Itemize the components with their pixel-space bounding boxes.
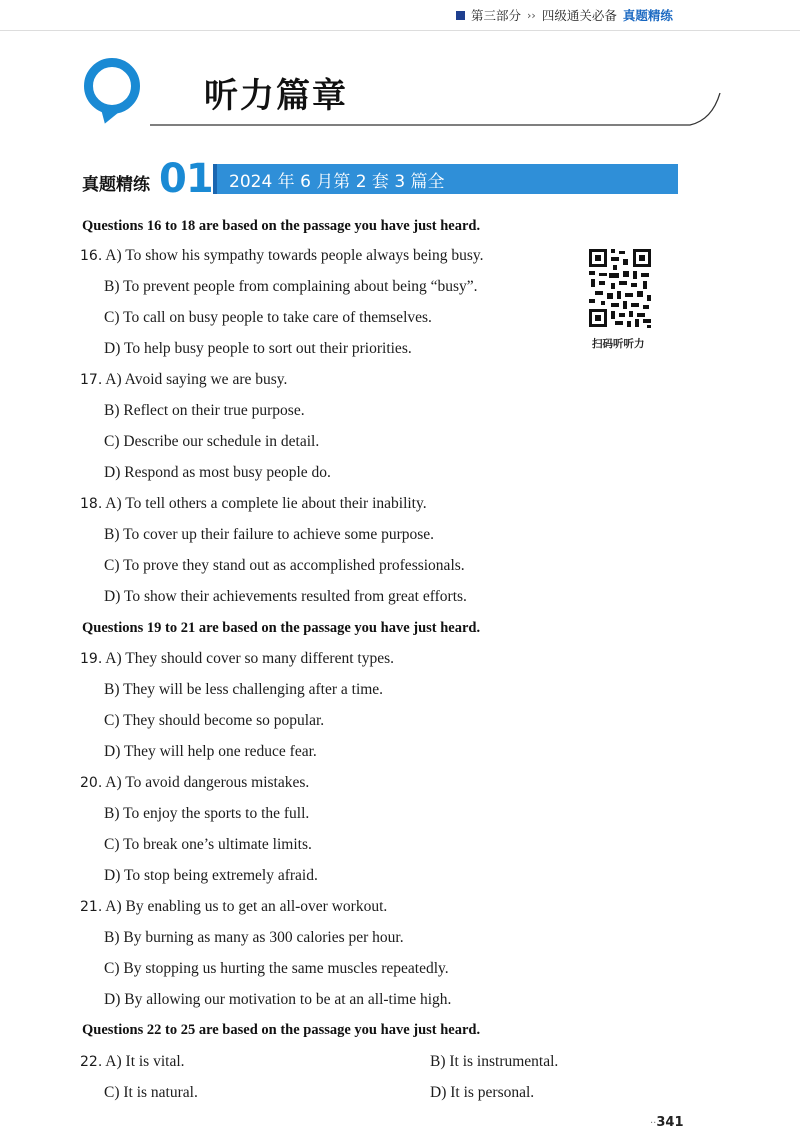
option-text: B) Reflect on their true purpose.: [104, 402, 305, 419]
option-text: A) To avoid dangerous mistakes.: [105, 774, 310, 791]
page-number-dots: ··: [650, 1118, 657, 1129]
section-number: 01: [159, 156, 213, 202]
option-text: C) By stopping us hurting the same muscles repeatedly.: [104, 960, 449, 977]
option-text: C) They should become so popular.: [104, 712, 325, 729]
question-number: 18.: [80, 496, 103, 512]
option-text: B) To cover up their failure to achieve some purpose.: [104, 526, 435, 543]
option-text: A) To show his sympathy towards people always being busy.: [105, 247, 484, 264]
question-22: [80, 1053, 185, 1071]
header-highlight: 真题精练: [622, 8, 673, 23]
option-text: B) To prevent people from complaining about being “busy”.: [104, 278, 478, 295]
option-text: C) To call on busy people to take care of themselves.: [104, 309, 432, 326]
option-text: D) To help busy people to sort out their priorities.: [104, 340, 412, 357]
option-text: B) To enjoy the sports to the full.: [104, 805, 310, 822]
page-number: [650, 1115, 684, 1130]
option-text: D) To show their achievements resulted from great efforts.: [104, 588, 467, 605]
page-number-value: 341: [656, 1115, 684, 1130]
option-text: C) It is natural.: [104, 1084, 198, 1101]
section-label: 真题精练: [82, 175, 150, 195]
option-text: A) To tell others a complete lie about their inability.: [105, 495, 427, 512]
header-series: 四级通关必备: [541, 8, 617, 23]
option-text: A) Avoid saying we are busy.: [105, 371, 288, 388]
question-17: [80, 371, 287, 389]
question-number: 22.: [80, 1054, 103, 1070]
chapter-underline: [0, 0, 800, 140]
header-arrows: ››: [527, 8, 536, 22]
question-20: [80, 774, 309, 792]
question-16: [80, 247, 484, 265]
option-text: D) By allowing our motivation to be at an all-time high.: [104, 991, 452, 1008]
option-text: C) To prove they stand out as accomplished professionals.: [104, 557, 465, 574]
section-banner: [213, 164, 678, 194]
header-section: 第三部分: [471, 8, 522, 23]
qr-code-icon[interactable]: [587, 247, 653, 329]
question-number: 16.: [80, 248, 103, 264]
qr-label: 扫码听听力: [592, 338, 645, 350]
option-text: B) It is instrumental.: [430, 1053, 559, 1070]
group-heading: Questions 22 to 25 are based on the passage you have just heard.: [82, 1022, 481, 1038]
question-number: 17.: [80, 372, 103, 388]
option-text: D) To stop being extremely afraid.: [104, 867, 318, 884]
question-19: [80, 650, 394, 668]
option-text: B) They will be less challenging after a time.: [104, 681, 384, 698]
option-text: C) Describe our schedule in detail.: [104, 433, 320, 450]
question-number: 20.: [80, 775, 103, 791]
option-text: B) By burning as many as 300 calories per hour.: [104, 929, 404, 946]
question-21: [80, 898, 387, 916]
chapter-title: 听力篇章: [204, 76, 348, 116]
option-text: C) To break one’s ultimate limits.: [104, 836, 312, 853]
option-text: A) It is vital.: [105, 1053, 185, 1070]
question-18: [80, 495, 427, 513]
question-number: 19.: [80, 651, 103, 667]
section-banner-text: 2024 年 6 月第 2 套 3 篇全: [229, 171, 445, 192]
question-number: 21.: [80, 899, 103, 915]
group-heading: Questions 16 to 18 are based on the passage you have just heard.: [82, 218, 481, 234]
option-text: A) They should cover so many different types.: [105, 650, 394, 667]
option-text: D) They will help one reduce fear.: [104, 743, 317, 760]
option-text: A) By enabling us to get an all-over workout.: [105, 898, 388, 915]
option-text: D) Respond as most busy people do.: [104, 464, 331, 481]
group-heading: Questions 19 to 21 are based on the passage you have just heard.: [82, 620, 481, 636]
option-text: D) It is personal.: [430, 1084, 535, 1101]
